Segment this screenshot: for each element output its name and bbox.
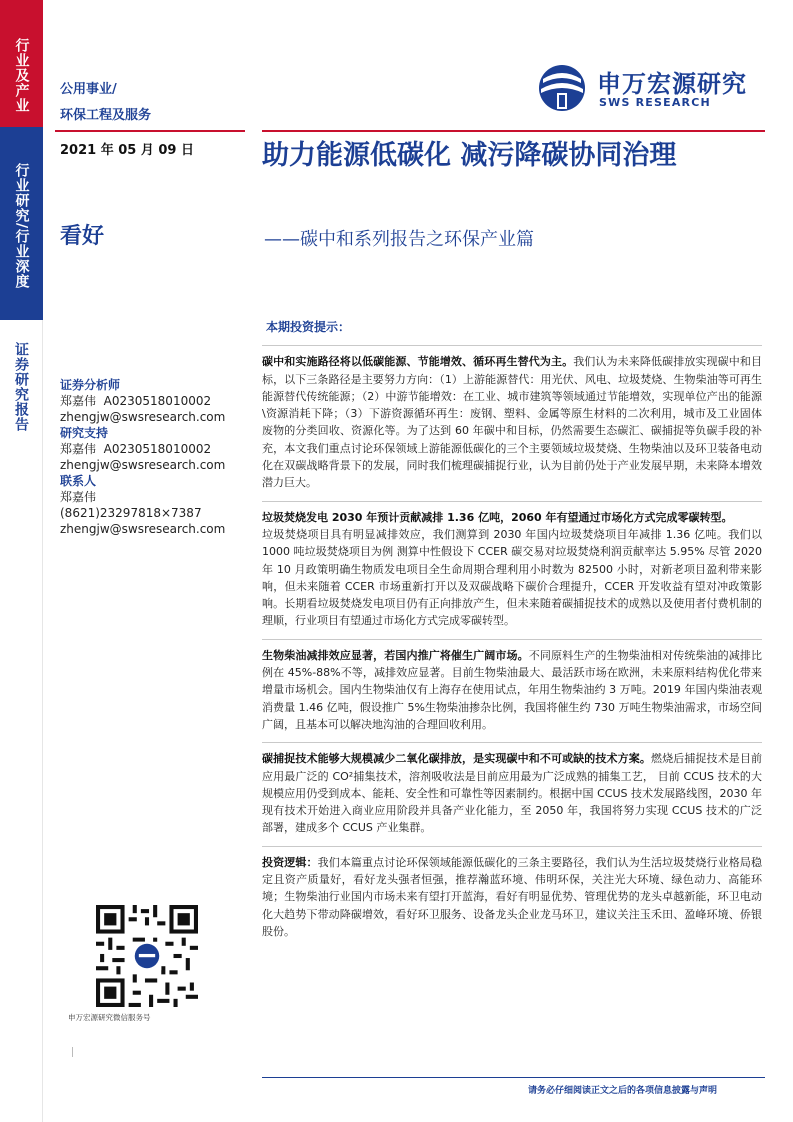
sidebar-tag-industry bbox=[0, 0, 43, 127]
sws-logo bbox=[535, 63, 750, 113]
industry-label bbox=[60, 77, 151, 129]
paragraph-lead: 生物柴油减排效应显著，若国内推广将催生广阔市场。 bbox=[262, 648, 529, 662]
contact-name: 郑嘉伟 bbox=[60, 490, 97, 504]
industry-line-2: 环保工程及服务 bbox=[60, 108, 152, 123]
paragraph-body: 我们认为未来降低碳排放实现碳中和目标，以下三条路径是主要努力方向：（1）上游能源替代：用光伏、风电、垃圾焚烧、生物柴油等可再生能源替代传统能源；（2）中游节能增效：在工业、城市建筑等领域通过节能增效，实现单位产出的能源\资源消耗下降；（3）下游资源循环再生：废钢、塑料、金属等原生材料的二次利用，城市及工业固体废物的分类回收、资源化等。为了达到 60 年碳中和目标，仍然需要生态碳汇、碳捕捉等负碳手段的补充，本文我们重点讨论环保领域上游能源低碳化的三个主要领域垃圾焚烧、生物柴油以及环卫装备电动化在双碳战略背景下的发展，同时我们梳理碳捕捉行业，认为目前仍处于产业发展早期，未来降本增效潜力巨大。 bbox=[262, 355, 763, 490]
header-divider-right bbox=[262, 130, 765, 132]
report-subtitle: ——碳中和系列报告之环保产业篇 bbox=[264, 229, 534, 250]
contact-phone: (8621)23297818×7387 bbox=[60, 506, 202, 520]
section-title: 本期投资提示： bbox=[266, 320, 351, 334]
sidebar-tag-report-type-label: 行业研究/行业深度 bbox=[13, 163, 30, 290]
wechat-qr-code bbox=[96, 905, 198, 1007]
paragraph-lead: 碳捕捉技术能够大规模减少二氧化碳排放，是实现碳中和不可或缺的技术方案。 bbox=[262, 752, 651, 766]
support-heading: 研究支持 bbox=[60, 426, 109, 440]
paragraph-carbon-path bbox=[262, 353, 762, 491]
contact-email[interactable]: zhengjw@swsresearch.com bbox=[60, 522, 226, 536]
paragraph-body: 不同原料生产的生物柴油相对传统柴油的减排比例在 45%-88%不等，减排效应显著。目前生物柴油最大、最活跃市场在欧洲，未来原料结构优化带来增量市场机会。国内生物柴油仅有上海存在使用试点，年用生物柴油约 3 万吨。2019 年国内柴油表观消费量 1.46 亿吨，假设推广 5%生物柴油掺杂比例，我国将催生约 730 万吨生物柴油需求，市场空间广阔，且基本可以解决地沟油的合理回收利用。 bbox=[262, 648, 763, 731]
logo-text-en: SWS RESEARCH bbox=[599, 96, 711, 109]
industry-line-1: 公用事业/ bbox=[60, 82, 117, 97]
section-divider bbox=[262, 345, 762, 346]
disclosure-note: 请务必仔细阅读正文之后的各项信息披露与声明 bbox=[528, 1086, 718, 1096]
analyst-email[interactable]: zhengjw@swsresearch.com bbox=[60, 410, 226, 424]
analyst-name-cert bbox=[60, 393, 250, 409]
investment-highlights bbox=[262, 319, 762, 949]
analyst-info bbox=[60, 377, 250, 537]
paragraph-investment-logic bbox=[262, 854, 762, 940]
paragraph-lead: 投资逻辑： bbox=[262, 855, 318, 869]
sidebar-tag-securities-label: 证券研究报告 bbox=[13, 342, 29, 432]
paragraph-divider bbox=[262, 639, 762, 640]
header-divider-left bbox=[55, 130, 245, 132]
paragraph-carbon-capture bbox=[262, 750, 762, 836]
sidebar-tag-report-type bbox=[0, 127, 43, 320]
support-name: 郑嘉伟 bbox=[60, 442, 97, 456]
left-sidebar bbox=[0, 0, 43, 1122]
analyst-name: 郑嘉伟 bbox=[60, 394, 97, 408]
paragraph-body: 燃烧后捕捉技术是目前应用最广泛的 CO²捕集技术，溶剂吸收法是目前应用最为广泛成熟的捕集工艺， 目前 CCUS 技术的大规模应用仍受到成本、能耗、安全性和可靠性等因素制约。根据中国 CCUS 技术发展路线图，2030 年现有技术开始进入商业应用阶段并具备产业化能力，至 2050 年，我国将努力实现 CCUS 技术的广泛部署，建成多个 CCUS 产业集群。 bbox=[262, 752, 763, 835]
qr-caption: 申万宏源研究微信服务号 bbox=[68, 1013, 151, 1022]
sidebar-tag-industry-label: 行业及产业 bbox=[13, 38, 30, 113]
support-name-cert bbox=[60, 441, 250, 457]
contact-heading: 联系人 bbox=[60, 474, 97, 488]
margin-mark bbox=[72, 1047, 73, 1057]
sidebar-tag-securities bbox=[0, 320, 43, 1122]
paragraph-waste-incineration bbox=[262, 509, 762, 630]
analyst-cert: A0230518010002 bbox=[103, 394, 212, 408]
support-cert: A0230518010002 bbox=[103, 442, 212, 456]
support-email[interactable]: zhengjw@swsresearch.com bbox=[60, 458, 226, 472]
report-title: 助力能源低碳化 减污降碳协同治理 bbox=[262, 140, 677, 171]
paragraph-lead: 碳中和实施路径将以低碳能源、节能增效、循环再生替代为主。 bbox=[262, 355, 574, 369]
paragraph-divider bbox=[262, 501, 762, 502]
paragraph-divider bbox=[262, 742, 762, 743]
report-date: 2021 年 05 月 09 日 bbox=[60, 143, 194, 158]
sws-logo-icon bbox=[535, 63, 591, 113]
paragraph-divider bbox=[262, 846, 762, 847]
rating-label: 看好 bbox=[60, 224, 105, 249]
paragraph-body: 垃圾焚烧项目具有明显减排效应，我们测算到 2030 年国内垃圾焚烧项目年减排 1.36 亿吨。我们以 1000 吨垃圾焚烧项目为例 测算中性假设下 CCER 碳交易对垃圾焚烧利润贡献率达 5.95% 尽管 2020 年 10 月政策明确生物质发电项目全生命周期合理利用小时数为 82500 小时，对新老项目盈利带来影响，但未来随着 CCER 市场重新打开以及双碳战略下碳价合理提升，CCER 开发收益有望对冲政策影响。长期看垃圾焚烧发电项目仍有正向排放产生，但未来随着碳捕捉技术的成熟以及使用者付费机制的理顺，行业项目有望通过市场化方式完成零碳转型。 bbox=[262, 527, 762, 628]
paragraph-lead: 垃圾焚烧发电 2030 年预计贡献减排 1.36 亿吨，2060 年有望通过市场化方式完成零碳转型。 bbox=[262, 510, 733, 524]
footer-divider bbox=[262, 1077, 765, 1078]
logo-text-cn: 申万宏源研究 bbox=[597, 70, 747, 98]
paragraph-biodiesel bbox=[262, 647, 762, 733]
analyst-heading: 证券分析师 bbox=[60, 378, 121, 392]
paragraph-body: 我们本篇重点讨论环保领域能源低碳化的三条主要路径，我们认为生活垃圾焚烧行业格局稳定且资产质量好，看好龙头强者恒强，推荐瀚蓝环境、伟明环保，关注光大环境、绿色动力、高能环境；生物柴油行业国内市场未来有望打开蓝海，看好有明显优势、管理优势的龙头卓越新能，环卫电动化大趋势下带动降碳增效，看好环卫服务、设备龙头企业龙马环卫，建议关注玉禾田、盈峰环境、侨银股份。 bbox=[262, 855, 763, 938]
